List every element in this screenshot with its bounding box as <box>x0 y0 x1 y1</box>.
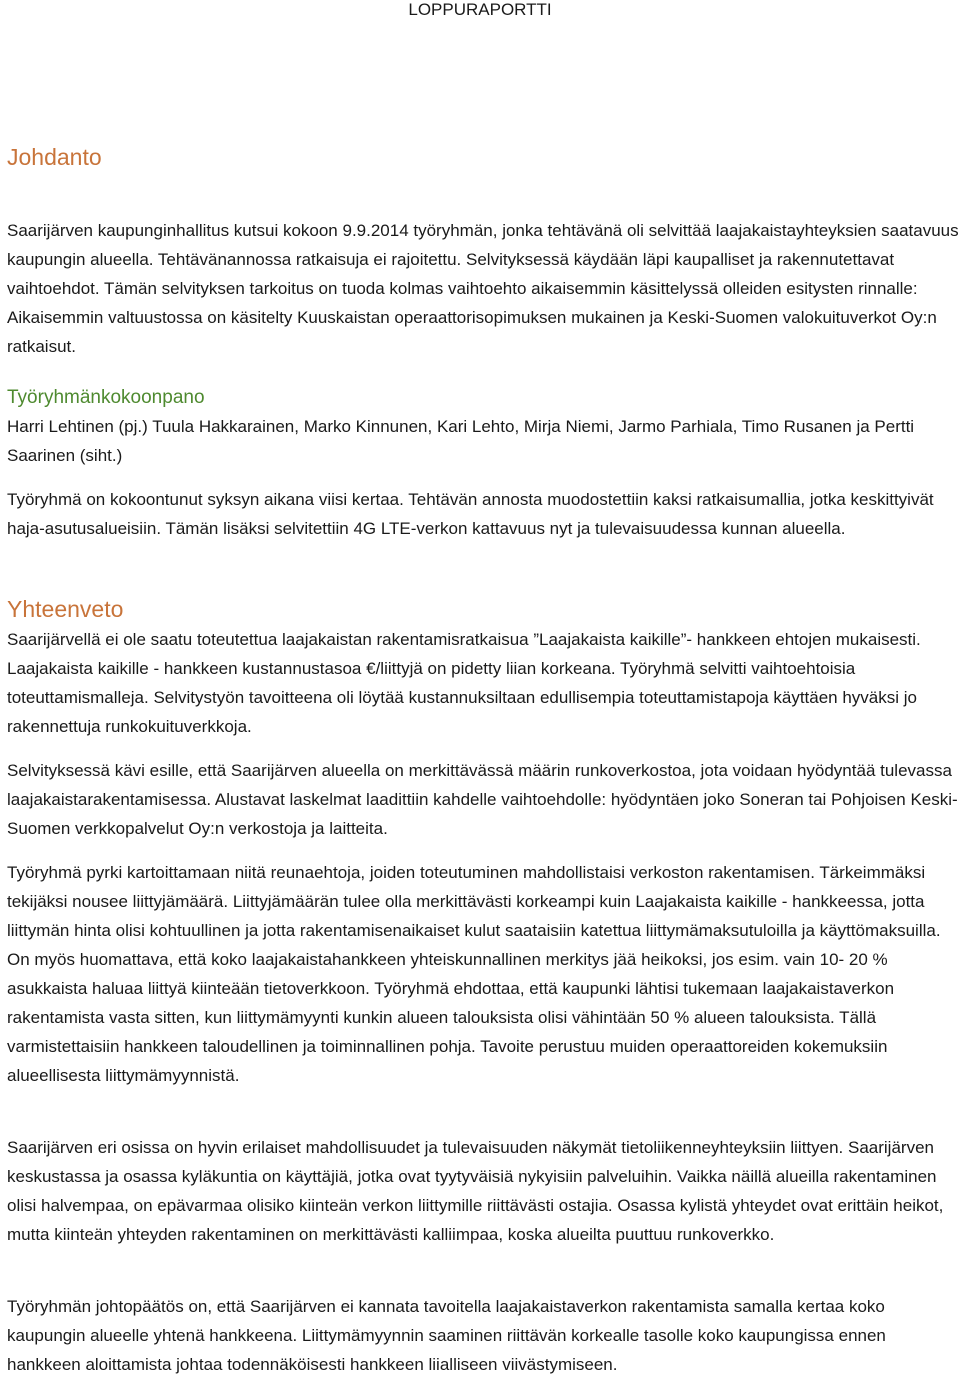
report-title: LOPPURAPORTTI <box>408 0 552 19</box>
paragraph-yhteenveto-1: Saarijärvellä ei ole saatu toteutettua laajakaistan rakentamisratkaisua ”Laajakaista kaikille”- hankkeen ehtojen mukaisesti. Laajakaista kaikille - hankkeen kustannustasoa €/liittyjä on pidetty liian korkeana. Työryhmä selvitti vaihtoehtoisia toteuttamismalleja. Selvitystyön tavoitteena oli löytää kustannuksiltaan edullisempia toteuttamistapoja käyttäen hyväksi jo rakennettuja runkokuituverkkoja. <box>7 630 921 736</box>
paragraph-kokoonpano-meetings: Työryhmä on kokoontunut syksyn aikana viisi kertaa. Tehtävän annosta muodostettiin kaksi ratkaisumallia, jotka keskittyivät haja-asutusalueisiin. Tämän lisäksi selvitettiin 4G LTE-verkon kattavuus nyt ja tulevaisuudessa kunnan alueella. <box>7 490 934 538</box>
paragraph-johdanto-1: Saarijärven kaupunginhallitus kutsui kokoon 9.9.2014 työryhmän, jonka tehtävänä oli selvittää laajakaistayhteyksien saatavuus kaupungin alueella. Tehtävänannossa ratkaisuja ei rajoitettu. Selvityksessä käydään läpi kaupalliset ja rakennutettavat vaihtoehdot. Tämän selvityksen tarkoitus on tuoda kolmas vaihtoehto aikaisemmin käsittelyssä olleiden esitysten rinnalle: Aikaisemmin valtuustossa on käsitelty Kuuskaistan operaattorisopimuksen mukainen ja Keski-Suomen valokuituverkot Oy:n ratkaisut. <box>7 221 959 356</box>
paragraph-yhteenveto-2: Selvityksessä kävi esille, että Saarijärven alueella on merkittävässä määrin runkoverkostoa, jota voidaan hyödyntää tulevassa laajakaistarakentamisessa. Alustavat laskelmat laadittiin kahdelle vaihtoehdolle: hyödyntäen joko Soneran tai Pohjoisen Keski-Suomen verkkopalvelut Oy:n verkostoja ja laitteita. <box>7 761 958 838</box>
heading-tyoryhmankokoonpano: Työryhmänkokoonpano <box>7 387 205 408</box>
paragraph-yhteenveto-5: Työryhmän johtopäätös on, että Saarijärven ei kannata tavoitella laajakaistaverkon rakentamista samalla kertaa koko kaupungin alueelle yhtenä hankkeena. Liittymämyynnin saaminen riittävän korkealle tasolle koko kaupungissa ennen hankkeen aloittamista johtaa todennäköisesti hankkeen liialliseen viivästymiseen. <box>7 1297 886 1374</box>
paragraph-yhteenveto-4: Saarijärven eri osissa on hyvin erilaiset mahdollisuudet ja tulevaisuuden näkymät tietoliikenneyhteyksiin liittyen. Saarijärven keskustassa ja osassa kyläkuntia on käyttäjiä, jotka ovat tyytyväisiä nykyisiin palveluihin. Vaikka näillä alueilla rakentaminen olisi halvempaa, on epävarmaa olisiko kiinteän verkon liittymille riittävästi ostajia. Osassa kylistä yhteydet ovat erittäin heikot, mutta kiinteän yhteyden rakentaminen on merkittävästi kalliimpaa, koska alueilta puuttuu runkoverkko. <box>7 1138 944 1244</box>
heading-yhteenveto: Yhteenveto <box>7 596 124 622</box>
heading-johdanto: Johdanto <box>7 144 102 170</box>
paragraph-kokoonpano-members: Harri Lehtinen (pj.) Tuula Hakkarainen, Marko Kinnunen, Kari Lehto, Mirja Niemi, Jarmo Parhiala, Timo Rusanen ja Pertti Saarinen (siht.) <box>7 417 915 465</box>
paragraph-yhteenveto-3: Työryhmä pyrki kartoittamaan niitä reunaehtoja, joiden toteutuminen mahdollistaisi verkoston rakentamisen. Tärkeimmäksi tekijäksi nousee liittyjämäärä. Liittyjämäärän tulee olla merkittävästi korkeampi kuin Laajakaista kaikille - hankkeessa, jotta liittymän hinta olisi kohtuullinen ja jotta rakentamisenaikaiset kulut saataisiin katettua liittymämaksutuloilla ja käyttömaksuilla. On myös huomattava, että koko laajakaistahankkeen yhteiskunnallinen merkitys jää heikoksi, jos esim. vain 10- 20 % asukkaista haluaa liittyä kiinteään tietoverkkoon. Työryhmä ehdottaa, että kaupunki lähtisi tukemaan laajakaistaverkon rakentamista vasta sitten, kun liittymämyynti kunkin alueen talouksista olisi vähintään 50 % alueen talouksista. Tällä varmistettaisiin hankkeen taloudellinen ja toiminnallinen pohja. Tavoite perustuu muiden operaattoreiden kokemuksiin alueellisesta liittymämyynnistä. <box>7 863 941 1085</box>
